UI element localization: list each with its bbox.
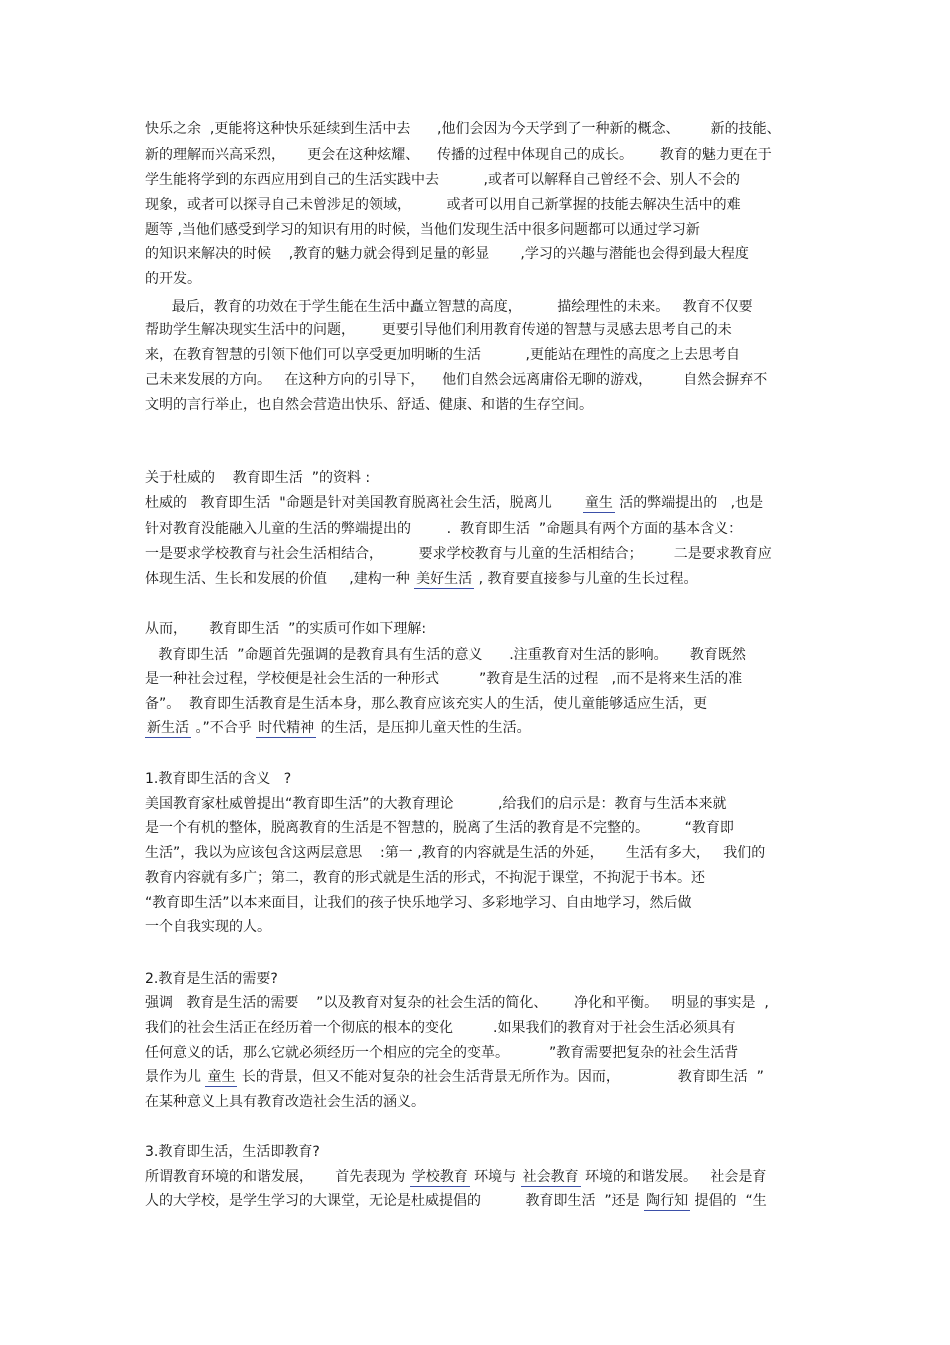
text-line: 美国教育家杜威曾提出“教育即生活”的大教育理论 ,给我们的启示是：教育与生活本来就 [145, 796, 727, 812]
link[interactable]: 陶行知 [646, 1193, 689, 1209]
text-line: 在某种意义上具有教育改造社会生活的涵义。 [145, 1094, 425, 1110]
text-line: 的知识来解决的时候 ,教育的魅力就会得到足量的彰显 ,学习的兴趣与潜能也会得到最大程度 [145, 246, 749, 262]
text-line: 任何意义的话，那么它就必须经历一个相应的完全的变革。 ”教育需要把复杂的社会生活背 [145, 1045, 739, 1061]
text-line: 是一种社会过程，学校便是社会生活的一种形式 ”教育是生活的过程 ,而不是将来生活的准 [145, 671, 743, 687]
link[interactable]: 学校教育 [411, 1169, 468, 1185]
text-line: 人的大学校，是学生学习的大课堂，无论是杜威提倡的 教育即生活 ”还是 陶行知 提倡的 “生 [145, 1193, 767, 1209]
text-line: 新的理解而兴高采烈， 更会在这种炫耀、 传播的过程中体现自己的成长。 教育的魅力更在于 [145, 147, 772, 163]
text-line: 所谓教育环境的和谐发展， 首先表现为 学校教育 环境与 社会教育 环境的和谐发展。 社会是育 [145, 1169, 767, 1185]
section-heading: 2.教育是生活的需要? [145, 971, 278, 987]
text-line: 杜威的 教育即生活 "命题是针对美国教育脱离社会生活，脱离儿 童生 活的弊端提出的 ,也是 [145, 495, 764, 511]
text-line: 是一个有机的整体，脱离教育的生活是不智慧的，脱离了生活的教育是不完整的。 “教育即 [145, 820, 734, 836]
link[interactable]: 时代精神 [258, 720, 315, 736]
text-line: 体现生活、生长和发展的价值 ,建构一种 美好生活 , 教育要直接参与儿童的生长过程。 [145, 571, 698, 587]
link[interactable]: 美好生活 [416, 571, 473, 587]
text-line: 教育即生活 ”命题首先强调的是教育具有生活的意义 .注重教育对生活的影响。 教育既然 [145, 647, 746, 663]
text-line: 教育内容就有多广；第二，教育的形式就是生活的形式，不拘泥于课堂，不拘泥于书本。还 [145, 870, 705, 886]
text-line: 从而， 教育即生活 ”的实质可作如下理解: [145, 621, 427, 637]
link[interactable]: 社会教育 [522, 1169, 579, 1185]
link[interactable]: 童生 [584, 495, 613, 511]
text-line: 景作为儿 童生 长的背景，但又不能对复杂的社会生活背景无所作为。因而， 教育即生活 ” [145, 1069, 764, 1085]
text-line: 己未来发展的方向。 在这种方向的引导下， 他们自然会远离庸俗无聊的游戏， 自然会摒弃不 [145, 372, 768, 388]
text-line: 强调 教育是生活的需要 ”以及教育对复杂的社会生活的简化、 净化和平衡。 明显的事实是 , [145, 995, 769, 1011]
text-line: 快乐之余 ,更能将这种快乐延续到生活中去 ,他们会因为今天学到了一种新的概念、 新的技能、 [145, 121, 781, 137]
text-line: 文明的言行举止，也自然会营造出快乐、舒适、健康、和谐的生存空间。 [145, 397, 593, 413]
section-heading: 3.教育即生活，生活即教育? [145, 1144, 320, 1160]
section-heading: 关于杜威的 教育即生活 ”的资料 : [145, 470, 371, 486]
text-line: 针对教育没能融入儿童的生活的弊端提出的 . 教育即生活 ”命题具有两个方面的基本含义： [145, 521, 743, 537]
text-line: 的开发。 [145, 271, 201, 287]
text-line: 现象，或者可以探寻自己未曾涉足的领域， 或者可以用自己新掌握的技能去解决生活中的难 [145, 197, 741, 213]
text-line: 学生能将学到的东西应用到自己的生活实践中去 ,或者可以解释自己曾经不会、别人不会的 [145, 172, 740, 188]
link[interactable]: 新生活 [147, 720, 189, 736]
text-line: 生活”，我以为应该包含这两层意思 :第一 ,教育的内容就是生活的外延， 生活有多大， 我们的 [145, 845, 766, 861]
section-heading: 1.教育即生活的含义 ? [145, 771, 292, 787]
link[interactable]: 童生 [207, 1069, 236, 1085]
text-line: “教育即生活”以本来面目，让我们的孩子快乐地学习、多彩地学习、自由地学习，然后做 [145, 895, 692, 911]
text-line: 新生活 。”不合乎 时代精神 的生活，是压抑儿童天性的生活。 [147, 720, 531, 736]
text-line: 最后，教育的功效在于学生能在生活中矗立智慧的高度， 描绘理性的未来。 教育不仅要 [145, 299, 753, 315]
text-line: 我们的社会生活正在经历着一个彻底的根本的变化 .如果我们的教育对于社会生活必须具有 [145, 1020, 736, 1036]
text-line: 来，在教育智慧的引领下他们可以享受更加明晰的生活 ,更能站在理性的高度之上去思考自 [145, 347, 740, 363]
text-line: 一个自我实现的人。 [145, 919, 271, 935]
text-line: 一是要求学校教育与社会生活相结合， 要求学校教育与儿童的生活相结合； 二是要求教育应 [145, 546, 772, 562]
text-line: 备”。 教育即生活教育是生活本身，那么教育应该充实人的生活，使儿童能够适应生活，更 [145, 696, 708, 712]
text-line: 题等 ,当他们感受到学习的知识有用的时候，当他们发现生活中很多问题都可以通过学习新 [145, 222, 700, 238]
text-line: 帮助学生解决现实生活中的问题， 更要引导他们利用教育传递的智慧与灵感去思考自己的未 [145, 322, 732, 338]
